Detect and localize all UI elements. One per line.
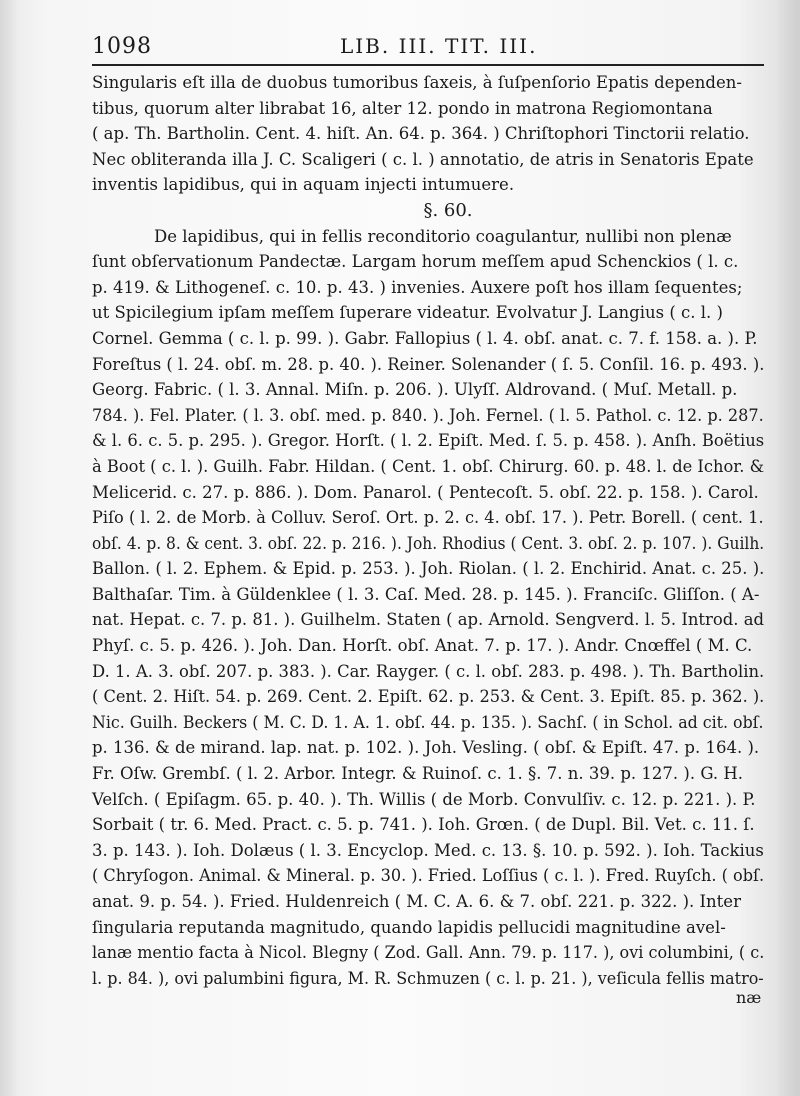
text-line: Nec obliteranda illa J. C. Scaligeri ( c. l. ) annotatio, de atris in Senatoris Epate xyxy=(92,149,754,169)
text-line: Melicerid. c. 27. p. 886. ). Dom. Panarol. ( Pentecoſt. 5. obſ. 22. p. 158. ). Carol. xyxy=(92,482,759,502)
text-line: Fr. Oſw. Grembſ. ( l. 2. Arbor. Integr. & Ruinoſ. c. 1. §. 7. n. 39. p. 127. ). G. H. xyxy=(92,764,744,784)
text-line: Foreſtus ( l. 24. obſ. m. 28. p. 40. ). Reiner. Solenander ( ſ. 5. Conſil. 16. p. 493. ). xyxy=(92,354,765,374)
text-line: 784. ). Fel. Plater. ( l. 3. obſ. med. p. 840. ). Joh. Fernel. ( l. 5. Pathol. c. 12. p. 287. xyxy=(92,405,764,425)
text-line: Velſch. ( Epiſagm. 65. p. 40. ). Th. Willis ( de Morb. Convulſiv. c. 12. p. 221. ). P. xyxy=(92,789,756,809)
text-line: p. 136. & de mirand. lap. nat. p. 102. ). Joh. Vesling. ( obſ. & Epiſt. 47. p. 164. ). xyxy=(92,738,760,758)
text-line: tibus, quorum alter librabat 16, alter 12. pondo in matrona Regiomontana xyxy=(92,98,713,118)
text-line: ſunt obſervationum Pandectæ. Largam horum meſſem apud Schenckios ( l. c. xyxy=(92,252,739,272)
text-line: Balthaſar. Tim. à Güldenklee ( l. 3. Caſ. Med. 28. p. 145. ). Franciſc. Gliſſon. ( A- xyxy=(92,584,760,604)
text-line: & l. 6. c. 5. p. 295. ). Gregor. Horſt. ( l. 2. Epiſt. Med. ſ. 5. p. 458. ). Anſh. Boëtius xyxy=(92,431,765,451)
catchword: næ xyxy=(736,988,762,1007)
text-line: ( Chryſogon. Animal. & Mineral. p. 30. ). Fried. Loſſius ( c. l. ). Fred. Ruyſch. ( obſ. xyxy=(92,866,765,886)
page-gutter-shadow xyxy=(0,0,18,1096)
section-heading: §. 60. xyxy=(423,199,473,221)
text-line: l. p. 84. ), ovi palumbini figura, M. R. Schmuzen ( c. l. p. 21. ), veſicula fellis matro- xyxy=(92,968,764,988)
text-line: à Boot ( c. l. ). Guilh. Fabr. Hildan. ( Cent. 1. obſ. Chirurg. 60. p. 48. l. de Ichor. & xyxy=(92,456,765,476)
text-line: ( ap. Th. Bartholin. Cent. 4. hiſt. An. 64. p. 364. ) Chriſtophori Tinctorii relatio. xyxy=(92,124,750,144)
text-line: p. 419. & Lithogeneſ. c. 10. p. 43. ) invenies. Auxere poſt hos illam ſequentes; xyxy=(92,277,743,297)
page-number: 1098 xyxy=(92,34,152,59)
text-line: Singularis eſt illa de duobus tumoribus ſaxeis, à ſuſpenſorio Epatis dependen- xyxy=(92,73,742,92)
text-line: lanæ mentio facta à Nicol. Blegny ( Zod. Gall. Ann. 79. p. 117. ), ovi columbini, ( c. xyxy=(92,943,765,963)
text-line: 3. p. 143. ). Ioh. Dolæus ( l. 3. Encyclop. Med. c. 13. §. 10. p. 592. ). Ioh. Tackius xyxy=(92,840,764,860)
running-head: LIB. III. TIT. III. xyxy=(340,34,538,58)
text-line: anat. 9. p. 54. ). Fried. Huldenreich ( M. C. A. 6. & 7. obſ. 221. p. 322. ). Inter xyxy=(92,892,741,911)
text-line: ut Spicilegium ipſam meſſem ſuperare videatur. Evolvatur J. Langius ( c. l. ) xyxy=(92,303,723,323)
text-line: Nic. Guilh. Beckers ( M. C. D. 1. A. 1. obſ. 44. p. 135. ). Sachſ. ( in Schol. ad cit. obſ. xyxy=(92,712,764,732)
page-edge-shadow xyxy=(776,0,800,1096)
text-line: Ballon. ( l. 2. Ephem. & Epid. p. 253. ). Joh. Riolan. ( l. 2. Enchirid. Anat. c. 25. ). xyxy=(92,559,765,579)
text-line: obſ. 4. p. 8. & cent. 3. obſ. 22. p. 216. ). Joh. Rhodius ( Cent. 3. obſ. 2. p. 107. ). Guilh. xyxy=(92,533,765,553)
text-line: nat. Hepat. c. 7. p. 81. ). Guilhelm. Staten ( ap. Arnold. Sengverd. l. 5. Introd. ad xyxy=(92,610,765,630)
text-line: ſingularia reputanda magnitudo, quando lapidis pellucidi magnitudine avel- xyxy=(92,917,726,937)
text-line: ( Cent. 2. Hiſt. 54. p. 269. Cent. 2. Epiſt. 62. p. 253. & Cent. 3. Epiſt. 85. p. 362. ). xyxy=(92,687,765,707)
text-line: D. 1. A. 3. obſ. 207. p. 383. ). Car. Rayger. ( c. l. obſ. 283. p. 498. ). Th. Bartholin. xyxy=(92,661,765,681)
text-line: Cornel. Gemma ( c. l. p. 99. ). Gabr. Fallopius ( l. 4. obſ. anat. c. 7. f. 158. a. ). P. xyxy=(92,328,758,348)
text-line: Piſo ( l. 2. de Morb. à Colluv. Seroſ. Ort. p. 2. c. 4. obſ. 17. ). Petr. Borell. ( cent. 1. xyxy=(92,508,764,528)
page-header xyxy=(92,34,764,66)
paragraph-first-line: De lapidibus, qui in fellis reconditorio coagulantur, nullibi non plenæ xyxy=(154,226,732,246)
text-line: Phyſ. c. 5. p. 426. ). Joh. Dan. Horſt. obſ. Anat. 7. p. 17. ). Andr. Cnœffel ( M. C. xyxy=(92,636,753,656)
body-text xyxy=(92,70,764,991)
text-line: Georg. Fabric. ( l. 3. Annal. Miſn. p. 206. ). Ulyſſ. Aldrovand. ( Muſ. Metall. p. xyxy=(92,380,738,400)
text-line: inventis lapidibus, qui in aquam injecti intumuere. xyxy=(92,175,515,195)
text-line: Sorbait ( tr. 6. Med. Pract. c. 5. p. 741. ). Ioh. Grœn. ( de Dupl. Bil. Vet. c. 11. ſ. xyxy=(92,815,755,835)
